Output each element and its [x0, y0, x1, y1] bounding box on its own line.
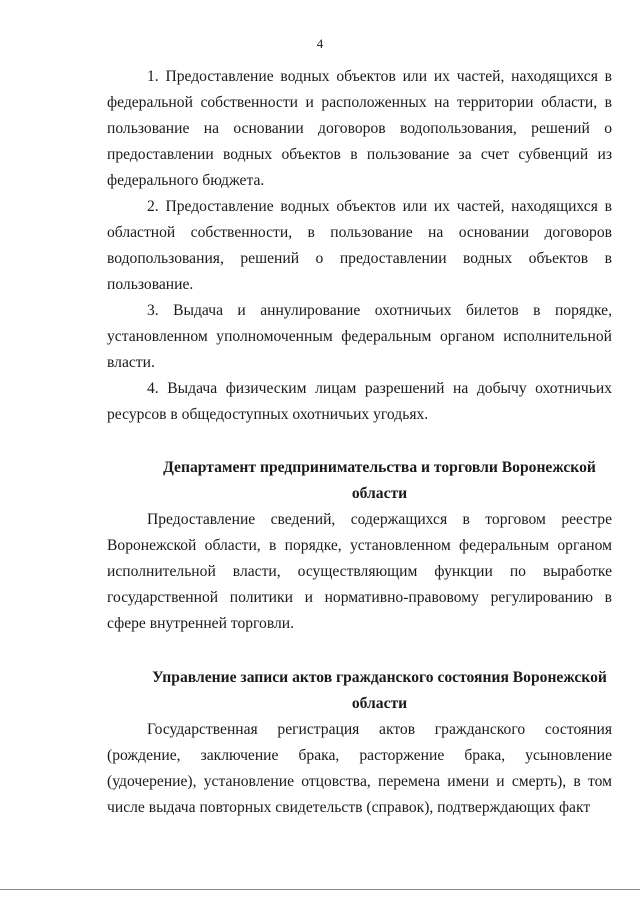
section-body-commerce: Предоставление сведений, содержащихся в торговом реестре Воронежской области, в порядке, установленном федеральным органом исполнительной власти, осуществляющим функции по выработке государственной политики и нормативно-правовому регулированию в сфере внутренней торговли. — [107, 511, 612, 632]
scan-edge-line — [0, 889, 640, 890]
list-item-4: 4. Выдача физическим лицам разрешений на добычу охотничьих ресурсов в общедоступных охотничьих угодьях. — [107, 380, 612, 423]
document-body — [107, 64, 612, 821]
section-body-civil-registry: Государственная регистрация актов гражданского состояния (рождение, заключение брака, расторжение брака, усыновление (удочерение), установление отцовства, перемена имени и смерть), в том числе выдача повторных свидетельств (справок), подтверждающих факт — [107, 721, 612, 816]
list-item-1: 1. Предоставление водных объектов или их частей, находящихся в федеральной собственности и расположенных на территории области, в пользование на основании договоров водопользования, решений о предоставлении водных объектов в пользование за счет субвенций из федерального бюджета. — [107, 68, 612, 189]
page-number: 4 — [316, 36, 324, 51]
list-item-2: 2. Предоставление водных объектов или их частей, находящихся в областной собственности, в пользование на основании договоров водопользования, решений о предоставлении водных объектов в пользование. — [107, 198, 612, 293]
spacer — [107, 428, 612, 455]
section-heading-commerce: Департамент предпринимательства и торговли Воронежской области — [163, 459, 596, 502]
section-heading-civil-registry: Управление записи актов гражданского состояния Воронежской области — [152, 669, 607, 712]
list-item-3: 3. Выдача и аннулирование охотничьих билетов в порядке, установленном уполномоченным федеральным органом исполнительной власти. — [107, 302, 612, 371]
spacer — [107, 637, 612, 665]
